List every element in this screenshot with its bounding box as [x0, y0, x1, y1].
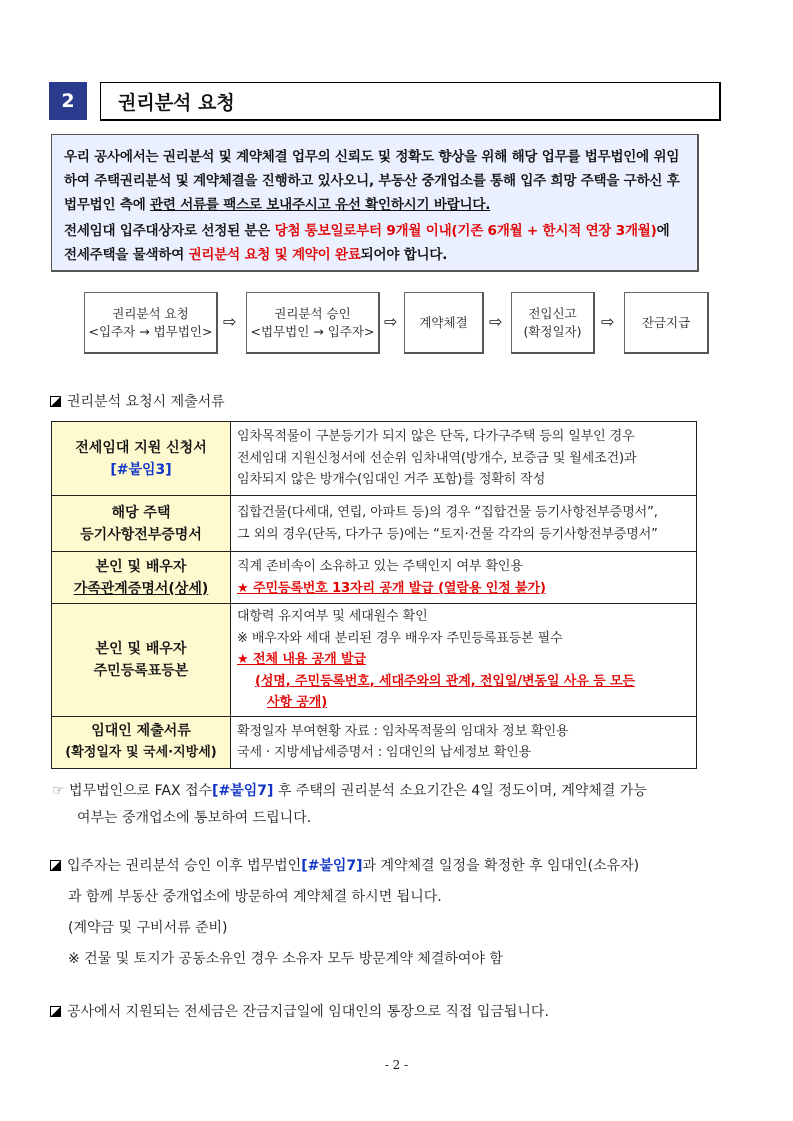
row2-head-line1: 해당 주택 [111, 504, 171, 521]
row4-body-line1: 대항력 유지여부 및 세대원수 확인 [237, 609, 428, 624]
row3-body-line2: ★ 주민등록번호 13자리 공개 발급 (열람용 인정 불가) [237, 580, 546, 596]
square-bullet-icon [50, 1006, 61, 1017]
row3-head-line2: 가족관계증명서(상세) [73, 580, 209, 597]
table-body-cell [231, 716, 697, 768]
table-head-cell [52, 422, 231, 496]
notice-p2-text3: 되어야 합니다. [360, 247, 448, 263]
documents-table [51, 421, 697, 769]
contract-note-line2: 과 함께 부동산 중개업소에 방문하여 계약체결 하시면 됩니다. [68, 889, 442, 905]
notice-paragraph-1 [64, 145, 685, 217]
flow-step-move-in-line2: (확정일자) [523, 323, 582, 339]
row5-body-line1: 확정일자 부여현황 자료 : 임차목적물의 임대차 정보 확인용 [237, 723, 569, 739]
notice-p2-red1: 당첨 통보일로부터 9개월 이내(기존 6개월 + 한시적 연장 3개월) [274, 223, 657, 239]
docs-heading [50, 391, 225, 411]
table-body-cell [231, 422, 697, 496]
flow-step-contract [404, 292, 484, 354]
row1-body-line3: 임차되지 않은 방개수(임대인 거주 포함)를 정확히 작성 [237, 472, 546, 488]
flow-step-approval-line1: 권리분석 승인 [274, 305, 351, 321]
notice-p1-underline: 관련 서류를 팩스로 보내주시고 유선 확인하시기 바랍니다. [150, 197, 491, 213]
row3-head-line1: 본인 및 배우자 [95, 558, 187, 575]
table-row [52, 496, 697, 552]
flow-arrow-icon: ⇨ [601, 312, 615, 331]
table-head-cell [52, 496, 231, 552]
table-body-cell [231, 496, 697, 552]
contract-note [50, 851, 760, 975]
table-row [52, 604, 697, 717]
table-row [52, 422, 697, 496]
page-number: - 2 - [384, 1058, 409, 1072]
row3-body-line1: 직계 존비속이 소유하고 있는 주택인지 여부 확인용 [237, 559, 523, 574]
flow-arrow-icon: ⇨ [384, 312, 398, 331]
fax-note-line2: 여부는 중개업소에 통보하여 드립니다. [77, 810, 312, 826]
row1-body-line2: 전세임대 지원신청서에 선순위 임차내역(방개수, 보증금 및 월세조건)과 [237, 450, 637, 466]
notice-paragraph-2 [64, 219, 685, 267]
row1-body-line1: 임차목적물이 구분등기가 되지 않은 단독, 다가구주택 등의 일부인 경우 [237, 429, 635, 445]
flow-arrow-icon: ⇨ [489, 312, 503, 331]
flow-step-request [84, 292, 218, 354]
contract-note-text2: 과 계약체결 일정을 확정한 후 임대인(소유자) [362, 858, 640, 874]
fax-note-text1: 법무법인으로 FAX 접수 [69, 783, 213, 799]
contract-note-tag: [#붙임7] [301, 858, 363, 874]
section-title-text: 권리분석 요청 [118, 91, 235, 114]
row1-head-line1: 전세임대 지원 신청서 [75, 439, 207, 456]
table-head-cell [52, 716, 231, 768]
table-head-cell [52, 552, 231, 604]
row4-body-line3: ★ 전체 내용 공개 발급 [237, 652, 366, 667]
contract-note-text1: 입주자는 권리분석 승인 이후 법무법인 [67, 858, 302, 874]
notice-p2-red2: 권리분석 요청 및 계약이 완료 [188, 247, 361, 263]
table-head-cell [52, 604, 231, 717]
row5-head-line1: 임대인 제출서류 [91, 723, 191, 739]
table-body-cell [231, 552, 697, 604]
flow-step-approval-line2: <법무법인 → 입주자> [250, 323, 375, 339]
flow-step-payment-label: 잔금지급 [641, 314, 691, 330]
notice-box [51, 134, 699, 272]
notice-p2-text2: 에 전세주택을 물색하여 [64, 223, 670, 263]
table-row [52, 716, 697, 768]
fax-note [52, 778, 752, 832]
hand-pointer-icon: ☞ [52, 783, 65, 799]
docs-heading-text: 권리분석 요청시 제출서류 [67, 394, 225, 410]
table-body-cell [231, 604, 697, 717]
square-bullet-icon [50, 860, 61, 871]
row1-head-line2: [#붙임3] [110, 461, 172, 478]
section-title [100, 82, 721, 121]
flow-step-move-in [511, 292, 595, 354]
row2-head-line2: 등기사항전부증명서 [80, 526, 202, 543]
flow-step-request-line1: 권리분석 요청 [112, 305, 189, 321]
notice-p1-text: 우리 공사에서는 권리분석 및 계약체결 업무의 신뢰도 및 정확도 향상을 위해 해당 업무를 법무법인에 위임하여 주택권리분석 및 계약체결을 진행하고 있사오니, 부동산 중개업소를 통해 입주 희망 주택을 구하신 후 법무법인 측에 [64, 149, 680, 213]
notice-p2-text1: 전세임대 입주대상자로 선정된 분은 [64, 223, 275, 239]
section-number: 2 [49, 82, 87, 120]
row5-body-line2: 국세 · 지방세납세증명서 : 임대인의 납세정보 확인용 [237, 745, 532, 760]
fax-note-text2: 후 주택의 권리분석 소요기간은 4일 정도이며, 계약체결 가능 [273, 783, 647, 799]
contract-note-line1 [50, 851, 760, 882]
row2-body-line2: 그 외의 경우(단독, 다가구 등)에는 “토지·건물 각각의 등기사항전부증명서” [237, 526, 658, 542]
row5-head-line2: (확정일자 및 국세·지방세) [65, 745, 217, 760]
payment-note [50, 999, 760, 1026]
square-bullet-icon [50, 396, 61, 407]
flow-step-payment [624, 292, 709, 354]
flow-step-move-in-line1: 전입신고 [528, 305, 577, 321]
fax-note-tag: [#붙임7] [212, 783, 274, 799]
row2-body-line1: 집합건물(다세대, 연립, 아파트 등)의 경우 “집합건물 등기사항전부증명서”, [237, 505, 658, 520]
contract-note-line3: (계약금 및 구비서류 준비) [68, 920, 228, 936]
row4-body-line2: ※ 배우자와 세대 분리된 경우 배우자 주민등록표등본 필수 [237, 630, 563, 646]
fax-note-line1 [52, 778, 752, 805]
row4-body-line5: 사항 공개) [267, 695, 328, 710]
flow-arrow-icon: ⇨ [223, 312, 237, 331]
flow-step-contract-label: 계약체결 [419, 314, 468, 330]
flow-step-approval [246, 292, 380, 354]
row4-head-line2: 주민등록표등본 [93, 662, 189, 679]
row4-body-line4: (성명, 주민등록번호, 세대주와의 관계, 전입일/변동일 사유 등 모든 [255, 673, 635, 689]
payment-note-text: 공사에서 지원되는 전세금은 잔금지급일에 임대인의 통장으로 직접 입금됩니다. [67, 1004, 549, 1020]
contract-note-line4: ※ 건물 및 토지가 공동소유인 경우 소유자 모두 방문계약 체결하여야 함 [68, 951, 503, 967]
flow-step-request-line2: <입주자 → 법무법인> [88, 323, 213, 339]
row4-head-line1: 본인 및 배우자 [95, 640, 187, 657]
table-row [52, 552, 697, 604]
